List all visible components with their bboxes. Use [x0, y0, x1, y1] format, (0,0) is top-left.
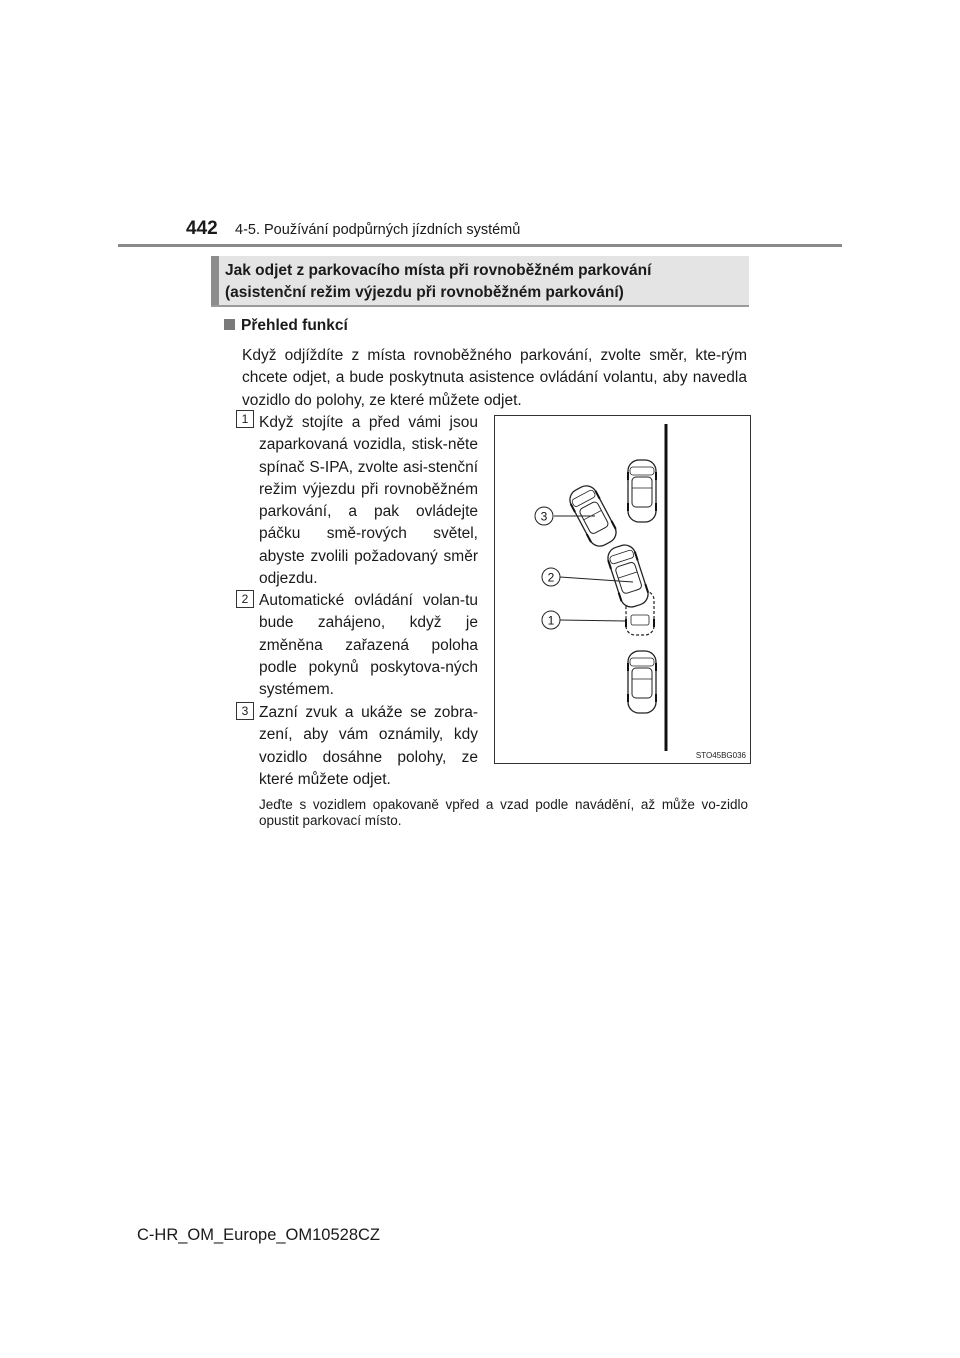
section-title-line-2: (asistenční režim výjezdu při rovnoběžném parkování): [225, 284, 624, 301]
note-text: Jeďte s vozidlem opakovaně vpřed a vzad podle navádění, až může vo-zidlo opustit parkovací místo.: [259, 797, 748, 829]
callout-3-label: 3: [540, 509, 548, 524]
callout-1-leader: [560, 620, 625, 621]
callout-1-label: 1: [547, 613, 555, 628]
section-accent-bar: [211, 256, 219, 305]
section-heading-box: [211, 256, 749, 307]
parked-car-front: [627, 460, 657, 522]
callout-2-label: 2: [547, 570, 555, 585]
section-title-line-1: Jak odjet z parkovacího místa při rovnoběžném parkování: [225, 262, 652, 279]
subheading-text: Přehled funkcí: [241, 317, 348, 334]
step-3-badge: 3: [236, 702, 254, 720]
callout-2-badge: [542, 568, 560, 586]
step-3-text: Zazní zvuk a ukáže se zobra-zení, aby vám oznámily, kdy vozidlo dosáhne polohy, ze které můžete odjet.: [259, 704, 478, 788]
subheading: [224, 317, 348, 335]
section-title: [225, 260, 745, 304]
parked-car-rear: [627, 651, 657, 713]
callout-1-badge: [542, 611, 560, 629]
chapter-title: 4-5. Používání podpůrných jízdních systémů: [235, 222, 521, 238]
intro-paragraph: Když odjíždíte z místa rovnoběžného parkování, zvolte směr, kte-rým chcete odjet, a bude poskytnuta asistence ovládání volantu, aby navedla vozidlo do polohy, ze které můžete odjet.: [242, 347, 747, 409]
figure-code: STO45BG036: [695, 751, 746, 760]
step-2-text: Automatické ovládání volan-tu bude zahájeno, když je změněna zařazená poloha podle pokynů poskytova-ných systémem.: [259, 592, 478, 699]
step-2-badge: 2: [236, 590, 254, 608]
step-1-text: Když stojíte a před vámi jsou zaparkovaná vozidla, stisk-něte spínač S-IPA, zvolte asi-stenční režim výjezdu při rovnoběžném parkování, a pak ovládejte páčku smě-rových světel, abyste zvolili požadovaný směr odjezdu.: [259, 414, 478, 588]
parking-diagram-svg: [495, 416, 750, 763]
footer-document-id: C-HR_OM_Europe_OM10528CZ: [137, 1226, 381, 1244]
step-1-badge: 1: [236, 410, 254, 428]
header-divider: [118, 244, 842, 247]
callout-3-badge: [535, 507, 553, 525]
parking-diagram: [494, 415, 751, 764]
page-number: 442: [186, 218, 218, 239]
square-bullet-icon: [224, 319, 235, 330]
vehicle-position-2: [604, 542, 652, 610]
